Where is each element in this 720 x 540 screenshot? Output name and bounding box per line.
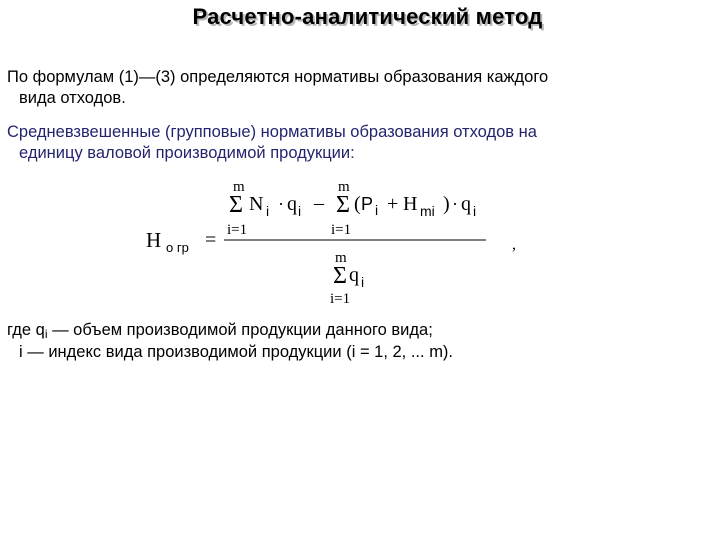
formula-sum1-lower-limit: i=1 bbox=[227, 222, 248, 238]
formula-term-q2-subscript: i bbox=[473, 203, 477, 219]
formula-dot2: · bbox=[452, 194, 458, 214]
formula-sum1-upper-limit: m bbox=[233, 179, 245, 195]
paragraph-group-norms bbox=[7, 122, 707, 164]
paragraph1-line1: По формулам (1)—(3) определяются нормативы образования каждого bbox=[7, 68, 549, 86]
slide-title: Расчетно-аналитический метод bbox=[192, 4, 543, 29]
paragraph-individual-norms bbox=[7, 67, 707, 109]
formula-denominator-q-subscript: i bbox=[361, 274, 365, 290]
formula-trailing-comma: , bbox=[512, 236, 516, 253]
formula-term-n-subscript: i bbox=[266, 203, 270, 219]
formula-dot1: · bbox=[278, 194, 284, 214]
definition-q-prefix: где q bbox=[7, 321, 45, 339]
formula-term-q1-subscript: i bbox=[298, 203, 302, 219]
formula-term-p-subscript: i bbox=[375, 202, 379, 218]
formula-sum1-sigma: Σ bbox=[229, 192, 243, 218]
paragraph2-line2: единицу валовой производимой продукции: bbox=[19, 144, 355, 162]
formula-sum2-lower-limit: i=1 bbox=[331, 222, 352, 238]
paragraph1-line2: вида отходов. bbox=[19, 89, 126, 107]
formula-equals-sign: = bbox=[205, 229, 217, 251]
formula-term-q2: q bbox=[461, 193, 471, 215]
formula-term-p: P bbox=[361, 194, 374, 214]
formula-plus-sign: + bbox=[387, 193, 399, 215]
formula-lhs-symbol: H bbox=[146, 228, 162, 252]
formula-term-n: N bbox=[249, 193, 264, 215]
formula-open-paren: ( bbox=[354, 193, 361, 215]
definition-q-subscript: i bbox=[44, 327, 48, 341]
formula-sum2-upper-limit: m bbox=[338, 179, 350, 195]
formula-sum2-sigma: Σ bbox=[336, 192, 350, 218]
formula-close-paren: ) bbox=[443, 193, 450, 215]
formula-denominator-sigma: Σ bbox=[333, 263, 347, 289]
definition-q bbox=[7, 320, 707, 342]
formula-term-h: H bbox=[403, 193, 418, 215]
formula-denominator-upper-limit: m bbox=[335, 250, 347, 266]
formula-lhs-subscript: о гр bbox=[166, 240, 189, 255]
formula-denominator-lower-limit: i=1 bbox=[330, 291, 351, 307]
definition-i: i — индекс вида производимой продукции (i = 1, 2, ... m). bbox=[19, 343, 454, 361]
formula-minus-sign: – bbox=[314, 192, 324, 214]
formula-denominator-q: q bbox=[349, 264, 359, 286]
formula-term-q1: q bbox=[287, 193, 297, 215]
paragraph2-line1: Средневзвешенные (групповые) нормативы образования отходов на bbox=[7, 123, 537, 141]
definition-q-suffix: — объем производимой продукции данного вида; bbox=[47, 321, 433, 339]
paragraph-definitions bbox=[7, 320, 707, 363]
formula-term-h-subscript: mi bbox=[420, 203, 435, 219]
